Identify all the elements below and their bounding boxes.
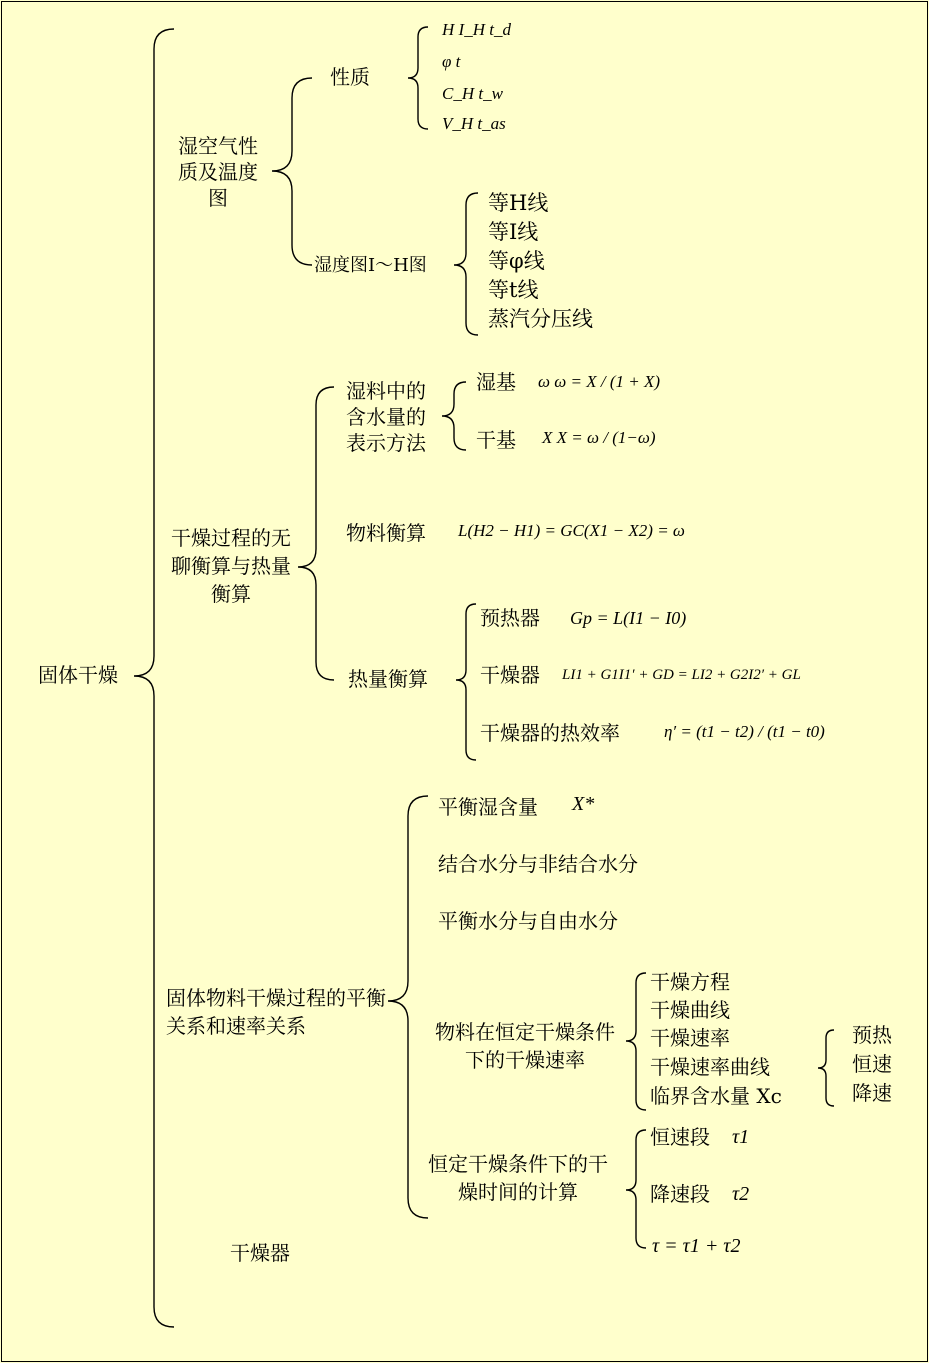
humidity-chart-label: 湿度图I～H图 [314,255,427,276]
brace-root [134,29,174,1327]
dry-basis-formula: X X = ω / (1−ω) [542,428,656,447]
property-row-4: V_H t_as [442,114,506,133]
brace-time [626,1130,646,1248]
dryer-section-label: 干燥器 [230,1241,290,1265]
preheater-formula: Gp = L(I1 − I0) [570,608,687,628]
chart-line-5: 蒸汽分压线 [488,307,593,331]
rate-item-3: 干燥速率 [650,1026,730,1050]
rate-item-4: 干燥速率曲线 [650,1055,770,1079]
rate-item-1: 干燥方程 [650,970,730,994]
brace-heat [456,604,476,760]
thermal-efficiency-label: 干燥器的热效率 [480,721,620,745]
equilibrium-label: 固体物料干燥过程的平衡关系和速率关系 [166,986,386,1038]
stage-constant: 恒速 [852,1052,892,1076]
drying-time-label: 恒定干燥条件下的干燥时间的计算 [428,1152,608,1204]
drying-rate-label: 物料在恒定干燥条件下的干燥速率 [435,1020,615,1072]
free-water-label: 平衡水分与自由水分 [438,909,618,933]
material-balance-label: 物料衡算 [346,521,426,545]
equilibrium-moisture-symbol: X* [572,793,595,815]
brace-moisture [442,382,466,450]
brace-humid-air [272,78,312,265]
total-time-formula: τ = τ1 + τ2 [652,1235,741,1257]
dryer-formula: LI1 + G1I1′ + GD = LI2 + G2I2′ + GL [562,667,801,683]
brace-chart [454,193,478,335]
brace-balance [298,387,334,680]
chart-line-2: 等I线 [488,220,539,244]
constant-stage-symbol: τ1 [732,1126,750,1148]
moisture-label: 湿料中的含水量的表示方法 [346,379,426,455]
dry-basis-label: 干基 [476,428,516,452]
rate-item-5: 临界含水量 Xc [650,1084,782,1108]
brace-stages [818,1030,834,1106]
properties-label: 性质 [330,65,370,89]
brace-properties [408,27,428,129]
rate-item-2: 干燥曲线 [650,998,730,1022]
falling-stage-symbol: τ2 [732,1183,750,1205]
chart-line-3: 等φ线 [488,249,545,273]
brace-rate [626,973,646,1110]
property-row-1: H I_H t_d [442,20,511,39]
chart-line-1: 等H线 [488,191,549,215]
falling-stage-label: 降速段 [650,1182,710,1206]
property-row-2: φ t [442,52,461,71]
wet-basis-label: 湿基 [476,370,516,394]
constant-stage-label: 恒速段 [650,1125,710,1149]
stage-preheat: 预热 [852,1023,892,1047]
root-label: 固体干燥 [38,663,118,687]
bound-water-label: 结合水分与非结合水分 [438,852,638,876]
balance-label: 干燥过程的无聊衡算与热量衡算 [171,526,291,606]
chart-line-4: 等t线 [488,278,539,302]
dryer-label: 干燥器 [480,663,540,687]
material-balance-formula: L(H2 − H1) = GC(X1 − X2) = ω [458,521,685,540]
property-row-3: C_H t_w [442,84,503,103]
heat-balance-label: 热量衡算 [348,667,428,691]
preheater-label: 预热器 [480,606,540,630]
humid-air-label: 湿空气性质及温度图 [178,134,258,210]
stage-falling: 降速 [852,1081,892,1105]
thermal-efficiency-formula: η′ = (t1 − t2) / (t1 − t0) [664,722,825,741]
wet-basis-formula: ω ω = X / (1 + X) [538,372,661,391]
equilibrium-moisture-label: 平衡湿含量 [438,795,538,819]
